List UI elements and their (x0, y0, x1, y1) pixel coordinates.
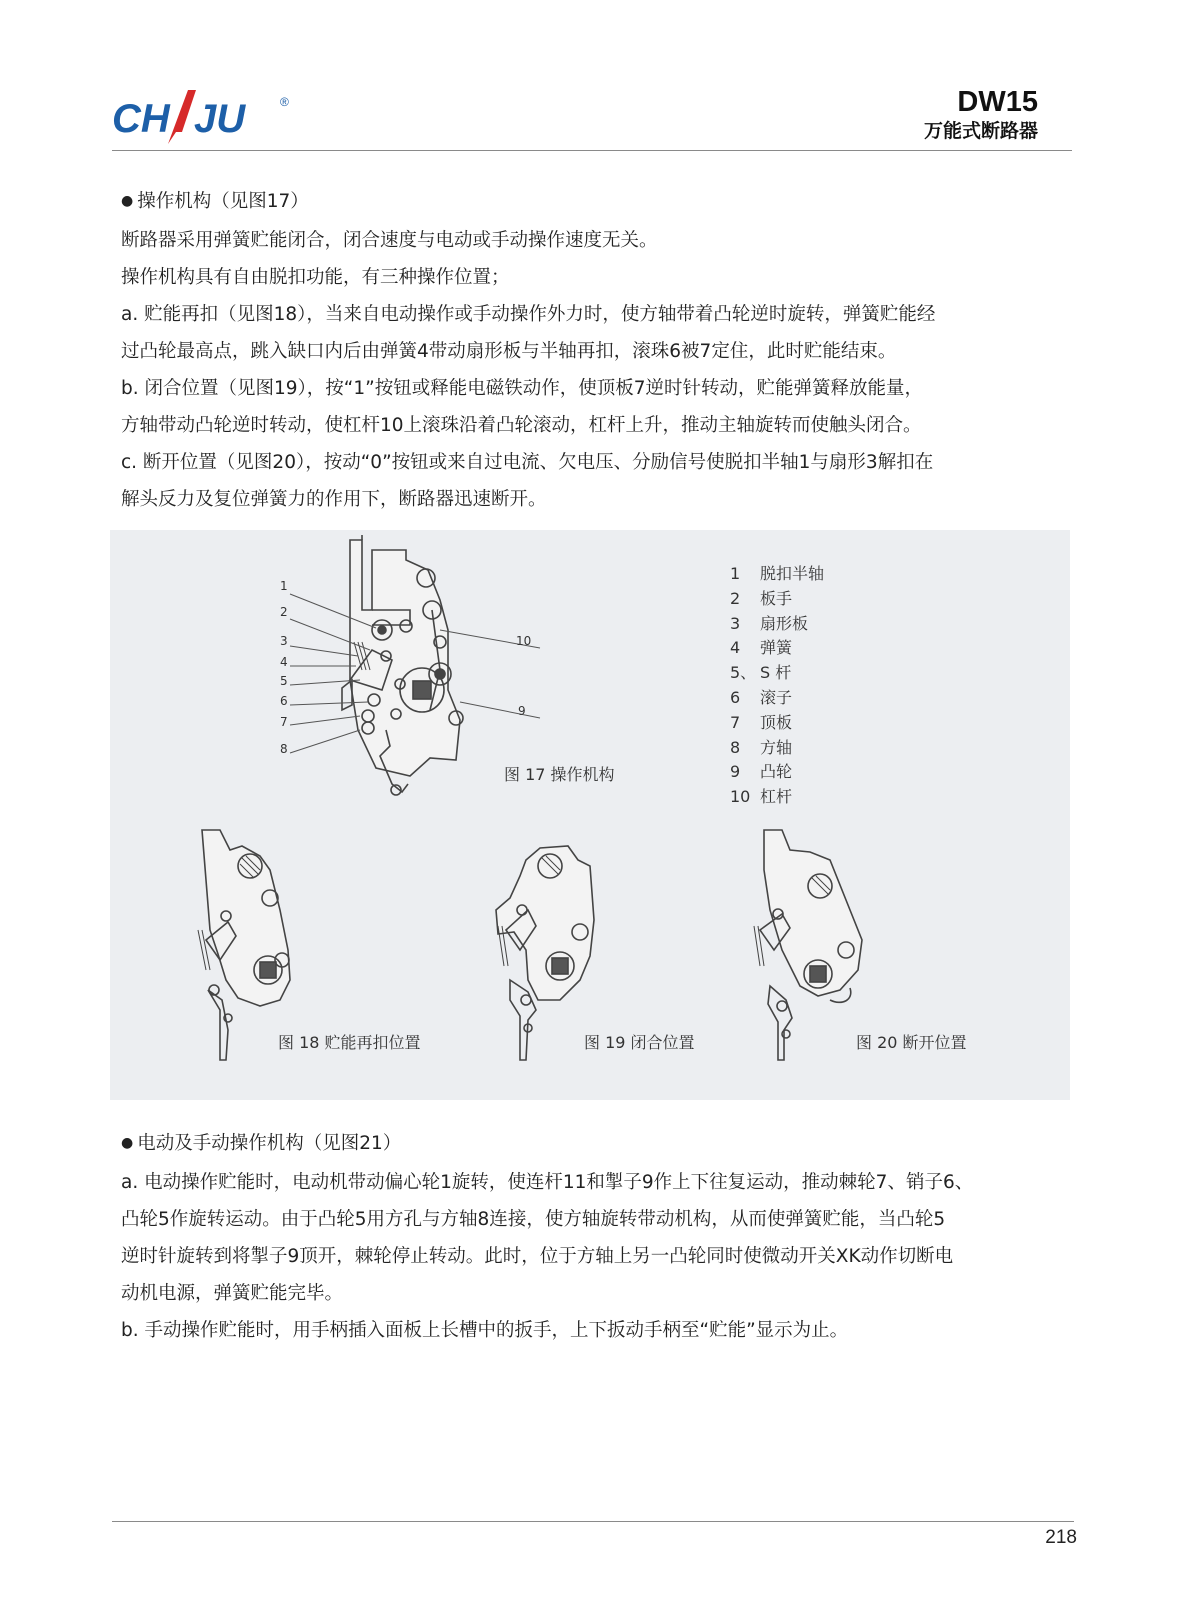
paragraph-line: 过凸轮最高点，跳入缺口内后由弹簧4带动扇形板与半轴再扣，滚珠6被7定住，此时贮能结束。 (121, 341, 897, 362)
figure17-legend (730, 562, 824, 810)
callout-2: 2 (280, 605, 288, 619)
logo-red-stroke (168, 90, 196, 144)
callout-7: 7 (280, 715, 288, 729)
legend-item: 6 滚子 (730, 687, 793, 707)
paragraph-line: c. 断开位置（见图20），按动“0”按钮或来自过电流、欠电压、分励信号使脱扣半轴1与扇形3解扣在 (121, 452, 934, 473)
paragraph-line: 解头反力及复位弹簧力的作用下，断路器迅速断开。 (121, 489, 547, 510)
section-operating-mechanism (121, 183, 1071, 518)
legend-item: 3 扇形板 (730, 613, 809, 633)
figure19-drawing (496, 846, 594, 1060)
paragraph-line: 逆时针旋转到将掣子9顶开，棘轮停止转动。此时，位于方轴上另一凸轮同时使微动开关XK动作切断电 (121, 1246, 954, 1267)
paragraph-line: a. 电动操作贮能时，电动机带动偏心轮1旋转，使连杆11和掣子9作上下往复运动，推动棘轮7、销子6、 (121, 1172, 974, 1193)
paragraph-line: b. 手动操作贮能时，用手柄插入面板上长槽中的扳手，上下扳动手柄至“贮能”显示为止。 (121, 1320, 849, 1341)
section-heading: ● 操作机构（见图17） (121, 183, 1071, 222)
product-name: 万能式断路器 (923, 120, 1038, 142)
paragraph-line: b. 闭合位置（见图19），按“1”按钮或释能电磁铁动作，使顶板7逆时针转动，贮能弹簧释放能量， (121, 378, 924, 399)
figure20-caption: 图 20 断开位置 (856, 1033, 967, 1052)
legend-item: 8 方轴 (730, 737, 793, 757)
callout-10: 10 (516, 634, 532, 648)
figure18-caption: 图 18 贮能再扣位置 (278, 1033, 421, 1052)
figure19-caption: 图 19 闭合位置 (584, 1033, 695, 1052)
section-heading: ● 电动及手动操作机构（见图21） (121, 1125, 1071, 1164)
footer-divider (112, 1521, 1074, 1522)
mechanism-figures (110, 530, 1070, 1100)
callout-9: 9 (518, 704, 526, 718)
figure17-caption: 图 17 操作机构 (504, 765, 615, 784)
paragraph-line: 动机电源，弹簧贮能完毕。 (121, 1283, 344, 1304)
logo-text-ju: JU (194, 97, 246, 141)
brand-logo (112, 86, 302, 156)
section-electric-manual-mechanism (121, 1125, 1071, 1349)
callout-4: 4 (280, 655, 288, 669)
callout-6: 6 (280, 694, 288, 708)
registered-mark: ® (280, 95, 289, 109)
header-divider (112, 150, 1072, 151)
paragraph-line: 方轴带动凸轮逆时转动，使杠杆10上滚珠沿着凸轮滚动，杠杆上升，推动主轴旋转而使触头闭合。 (121, 415, 922, 436)
callout-3: 3 (280, 634, 288, 648)
logo-text-ch: CH (112, 97, 170, 141)
paragraph-line: 操作机构具有自由脱扣功能，有三种操作位置； (121, 267, 510, 288)
legend-item: 5、 S 杆 (730, 663, 792, 683)
legend-item: 9 凸轮 (730, 762, 793, 782)
paragraph-line: 凸轮5作旋转运动。由于凸轮5用方孔与方轴8连接，使方轴旋转带动机构，从而使弹簧贮能，当凸轮5 (121, 1209, 946, 1230)
callout-8: 8 (280, 742, 288, 756)
legend-item: 2 板手 (730, 588, 793, 608)
paragraph-line: 断路器采用弹簧贮能闭合，闭合速度与电动或手动操作速度无关。 (121, 230, 658, 251)
figure17-drawing (342, 535, 463, 795)
legend-item: 7 顶板 (730, 712, 793, 732)
header-title-block (924, 86, 1038, 144)
callout-1: 1 (280, 579, 288, 593)
figure18-drawing (198, 830, 290, 1060)
legend-item: 1 脱扣半轴 (730, 564, 825, 583)
legend-item: 4 弹簧 (730, 638, 793, 658)
model-number: DW15 (957, 86, 1038, 118)
mechanism-drawings (110, 530, 1070, 1100)
page-number: 218 (1045, 1527, 1077, 1548)
figure20-drawing (754, 830, 862, 1060)
legend-item: 10 杠杆 (730, 787, 793, 807)
paragraph-line: a. 贮能再扣（见图18），当来自电动操作或手动操作外力时，使方轴带着凸轮逆时旋转，弹簧贮能经 (121, 304, 936, 325)
callout-5: 5 (280, 674, 288, 688)
